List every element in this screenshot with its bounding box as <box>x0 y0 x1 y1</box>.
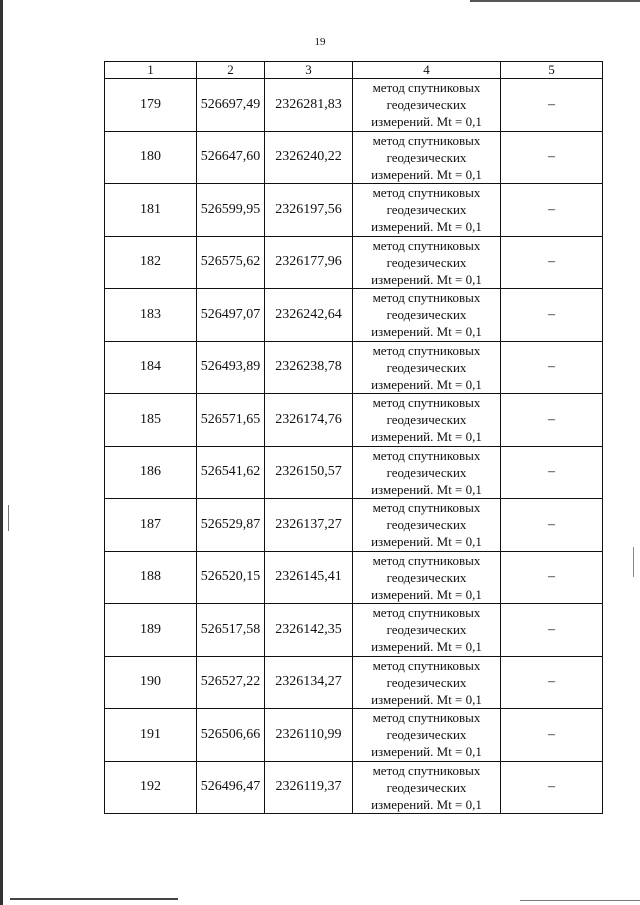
method-line-2: геодезических <box>386 674 467 690</box>
cell-note: – <box>501 604 603 657</box>
cell-x-coordinate: 526697,49 <box>197 79 265 132</box>
cell-y-coordinate: 2326177,96 <box>265 236 353 289</box>
method-line-3: измерений. Mt = 0,1 <box>371 114 482 130</box>
scan-tick-left <box>8 505 9 531</box>
cell-y-coordinate: 2326197,56 <box>265 184 353 237</box>
cell-note: – <box>501 79 603 132</box>
cell-method <box>353 394 501 447</box>
method-line-1: метод спутниковых <box>372 342 481 358</box>
cell-y-coordinate: 2326145,41 <box>265 551 353 604</box>
table-row <box>105 289 603 342</box>
method-line-1: метод спутниковых <box>372 500 481 516</box>
cell-point-number: 181 <box>105 184 197 237</box>
method-line-1: метод спутниковых <box>372 185 481 201</box>
method-line-2: геодезических <box>386 464 467 480</box>
cell-x-coordinate: 526571,65 <box>197 394 265 447</box>
cell-note: – <box>501 236 603 289</box>
cell-note: – <box>501 131 603 184</box>
cell-point-number: 183 <box>105 289 197 342</box>
cell-point-number: 184 <box>105 341 197 394</box>
method-line-2: геодезических <box>386 254 467 270</box>
cell-note: – <box>501 341 603 394</box>
coordinates-table <box>104 61 603 814</box>
table-row <box>105 79 603 132</box>
method-line-2: геодезических <box>386 727 467 743</box>
cell-y-coordinate: 2326110,99 <box>265 709 353 762</box>
cell-y-coordinate: 2326134,27 <box>265 656 353 709</box>
table-row <box>105 236 603 289</box>
cell-method <box>353 79 501 132</box>
cell-point-number: 182 <box>105 236 197 289</box>
cell-x-coordinate: 526599,95 <box>197 184 265 237</box>
method-line-3: измерений. Mt = 0,1 <box>371 324 482 340</box>
method-line-3: измерений. Mt = 0,1 <box>371 376 482 392</box>
cell-method <box>353 131 501 184</box>
table-row <box>105 499 603 552</box>
cell-note: – <box>501 499 603 552</box>
table-row <box>105 656 603 709</box>
method-line-3: измерений. Mt = 0,1 <box>371 796 482 812</box>
cell-y-coordinate: 2326281,83 <box>265 79 353 132</box>
method-line-3: измерений. Mt = 0,1 <box>371 429 482 445</box>
cell-note: – <box>501 446 603 499</box>
cell-method <box>353 184 501 237</box>
table-header-row <box>105 62 603 79</box>
method-line-3: измерений. Mt = 0,1 <box>371 586 482 602</box>
cell-method <box>353 499 501 552</box>
cell-x-coordinate: 526497,07 <box>197 289 265 342</box>
method-line-2: геодезических <box>386 149 467 165</box>
method-line-3: измерений. Mt = 0,1 <box>371 534 482 550</box>
cell-x-coordinate: 526541,62 <box>197 446 265 499</box>
cell-method <box>353 341 501 394</box>
cell-x-coordinate: 526529,87 <box>197 499 265 552</box>
cell-x-coordinate: 526496,47 <box>197 761 265 814</box>
table-row <box>105 341 603 394</box>
cell-point-number: 188 <box>105 551 197 604</box>
cell-point-number: 192 <box>105 761 197 814</box>
cell-note: – <box>501 656 603 709</box>
header-col-5: 5 <box>501 62 603 79</box>
cell-note: – <box>501 289 603 342</box>
method-line-2: геодезических <box>386 779 467 795</box>
cell-x-coordinate: 526575,62 <box>197 236 265 289</box>
page-number: 19 <box>314 36 326 48</box>
method-line-1: метод спутниковых <box>372 605 481 621</box>
cell-method <box>353 709 501 762</box>
method-line-2: геодезических <box>386 202 467 218</box>
header-col-2: 2 <box>197 62 265 79</box>
method-line-1: метод спутниковых <box>372 447 481 463</box>
method-line-3: измерений. Mt = 0,1 <box>371 166 482 182</box>
cell-method <box>353 604 501 657</box>
method-line-2: геодезических <box>386 97 467 113</box>
method-line-3: измерений. Mt = 0,1 <box>371 481 482 497</box>
scan-tick-right <box>633 547 634 577</box>
cell-point-number: 180 <box>105 131 197 184</box>
cell-y-coordinate: 2326238,78 <box>265 341 353 394</box>
cell-note: – <box>501 551 603 604</box>
method-line-3: измерений. Mt = 0,1 <box>371 271 482 287</box>
cell-y-coordinate: 2326242,64 <box>265 289 353 342</box>
cell-point-number: 187 <box>105 499 197 552</box>
cell-y-coordinate: 2326150,57 <box>265 446 353 499</box>
table-row <box>105 709 603 762</box>
table-row <box>105 604 603 657</box>
method-line-1: метод спутниковых <box>372 80 481 96</box>
table-row <box>105 761 603 814</box>
method-line-2: геодезических <box>386 569 467 585</box>
cell-y-coordinate: 2326119,37 <box>265 761 353 814</box>
header-col-3: 3 <box>265 62 353 79</box>
method-line-2: геодезических <box>386 359 467 375</box>
table-row <box>105 131 603 184</box>
method-line-2: геодезических <box>386 307 467 323</box>
scan-edge-mark-top <box>470 0 640 2</box>
cell-x-coordinate: 526647,60 <box>197 131 265 184</box>
cell-point-number: 179 <box>105 79 197 132</box>
table-row <box>105 551 603 604</box>
method-line-1: метод спутниковых <box>372 395 481 411</box>
scan-edge-mark-bottom <box>10 898 178 900</box>
header-col-1: 1 <box>105 62 197 79</box>
method-line-3: измерений. Mt = 0,1 <box>371 744 482 760</box>
cell-y-coordinate: 2326142,35 <box>265 604 353 657</box>
cell-method <box>353 761 501 814</box>
cell-method <box>353 289 501 342</box>
method-line-1: метод спутниковых <box>372 710 481 726</box>
cell-method <box>353 551 501 604</box>
cell-x-coordinate: 526517,58 <box>197 604 265 657</box>
method-line-2: геодезических <box>386 412 467 428</box>
table-body <box>105 79 603 814</box>
method-line-1: метод спутниковых <box>372 132 481 148</box>
cell-x-coordinate: 526493,89 <box>197 341 265 394</box>
header-col-4: 4 <box>353 62 501 79</box>
cell-point-number: 190 <box>105 656 197 709</box>
method-line-1: метод спутниковых <box>372 290 481 306</box>
cell-note: – <box>501 761 603 814</box>
cell-note: – <box>501 709 603 762</box>
method-line-1: метод спутниковых <box>372 657 481 673</box>
cell-y-coordinate: 2326240,22 <box>265 131 353 184</box>
scan-edge-mark-bottom-right <box>520 900 640 901</box>
method-line-2: геодезических <box>386 517 467 533</box>
cell-y-coordinate: 2326137,27 <box>265 499 353 552</box>
cell-x-coordinate: 526520,15 <box>197 551 265 604</box>
method-line-3: измерений. Mt = 0,1 <box>371 639 482 655</box>
table-row <box>105 184 603 237</box>
cell-point-number: 191 <box>105 709 197 762</box>
cell-note: – <box>501 394 603 447</box>
cell-note: – <box>501 184 603 237</box>
method-line-2: геодезических <box>386 622 467 638</box>
cell-x-coordinate: 526527,22 <box>197 656 265 709</box>
method-line-1: метод спутниковых <box>372 237 481 253</box>
scan-edge-mark-left <box>0 0 3 905</box>
cell-method <box>353 656 501 709</box>
cell-method <box>353 446 501 499</box>
cell-point-number: 185 <box>105 394 197 447</box>
cell-x-coordinate: 526506,66 <box>197 709 265 762</box>
cell-point-number: 189 <box>105 604 197 657</box>
method-line-3: измерений. Mt = 0,1 <box>371 219 482 235</box>
cell-method <box>353 236 501 289</box>
table-row <box>105 446 603 499</box>
method-line-1: метод спутниковых <box>372 552 481 568</box>
method-line-3: измерений. Mt = 0,1 <box>371 691 482 707</box>
table-row <box>105 394 603 447</box>
cell-y-coordinate: 2326174,76 <box>265 394 353 447</box>
method-line-1: метод спутниковых <box>372 762 481 778</box>
cell-point-number: 186 <box>105 446 197 499</box>
